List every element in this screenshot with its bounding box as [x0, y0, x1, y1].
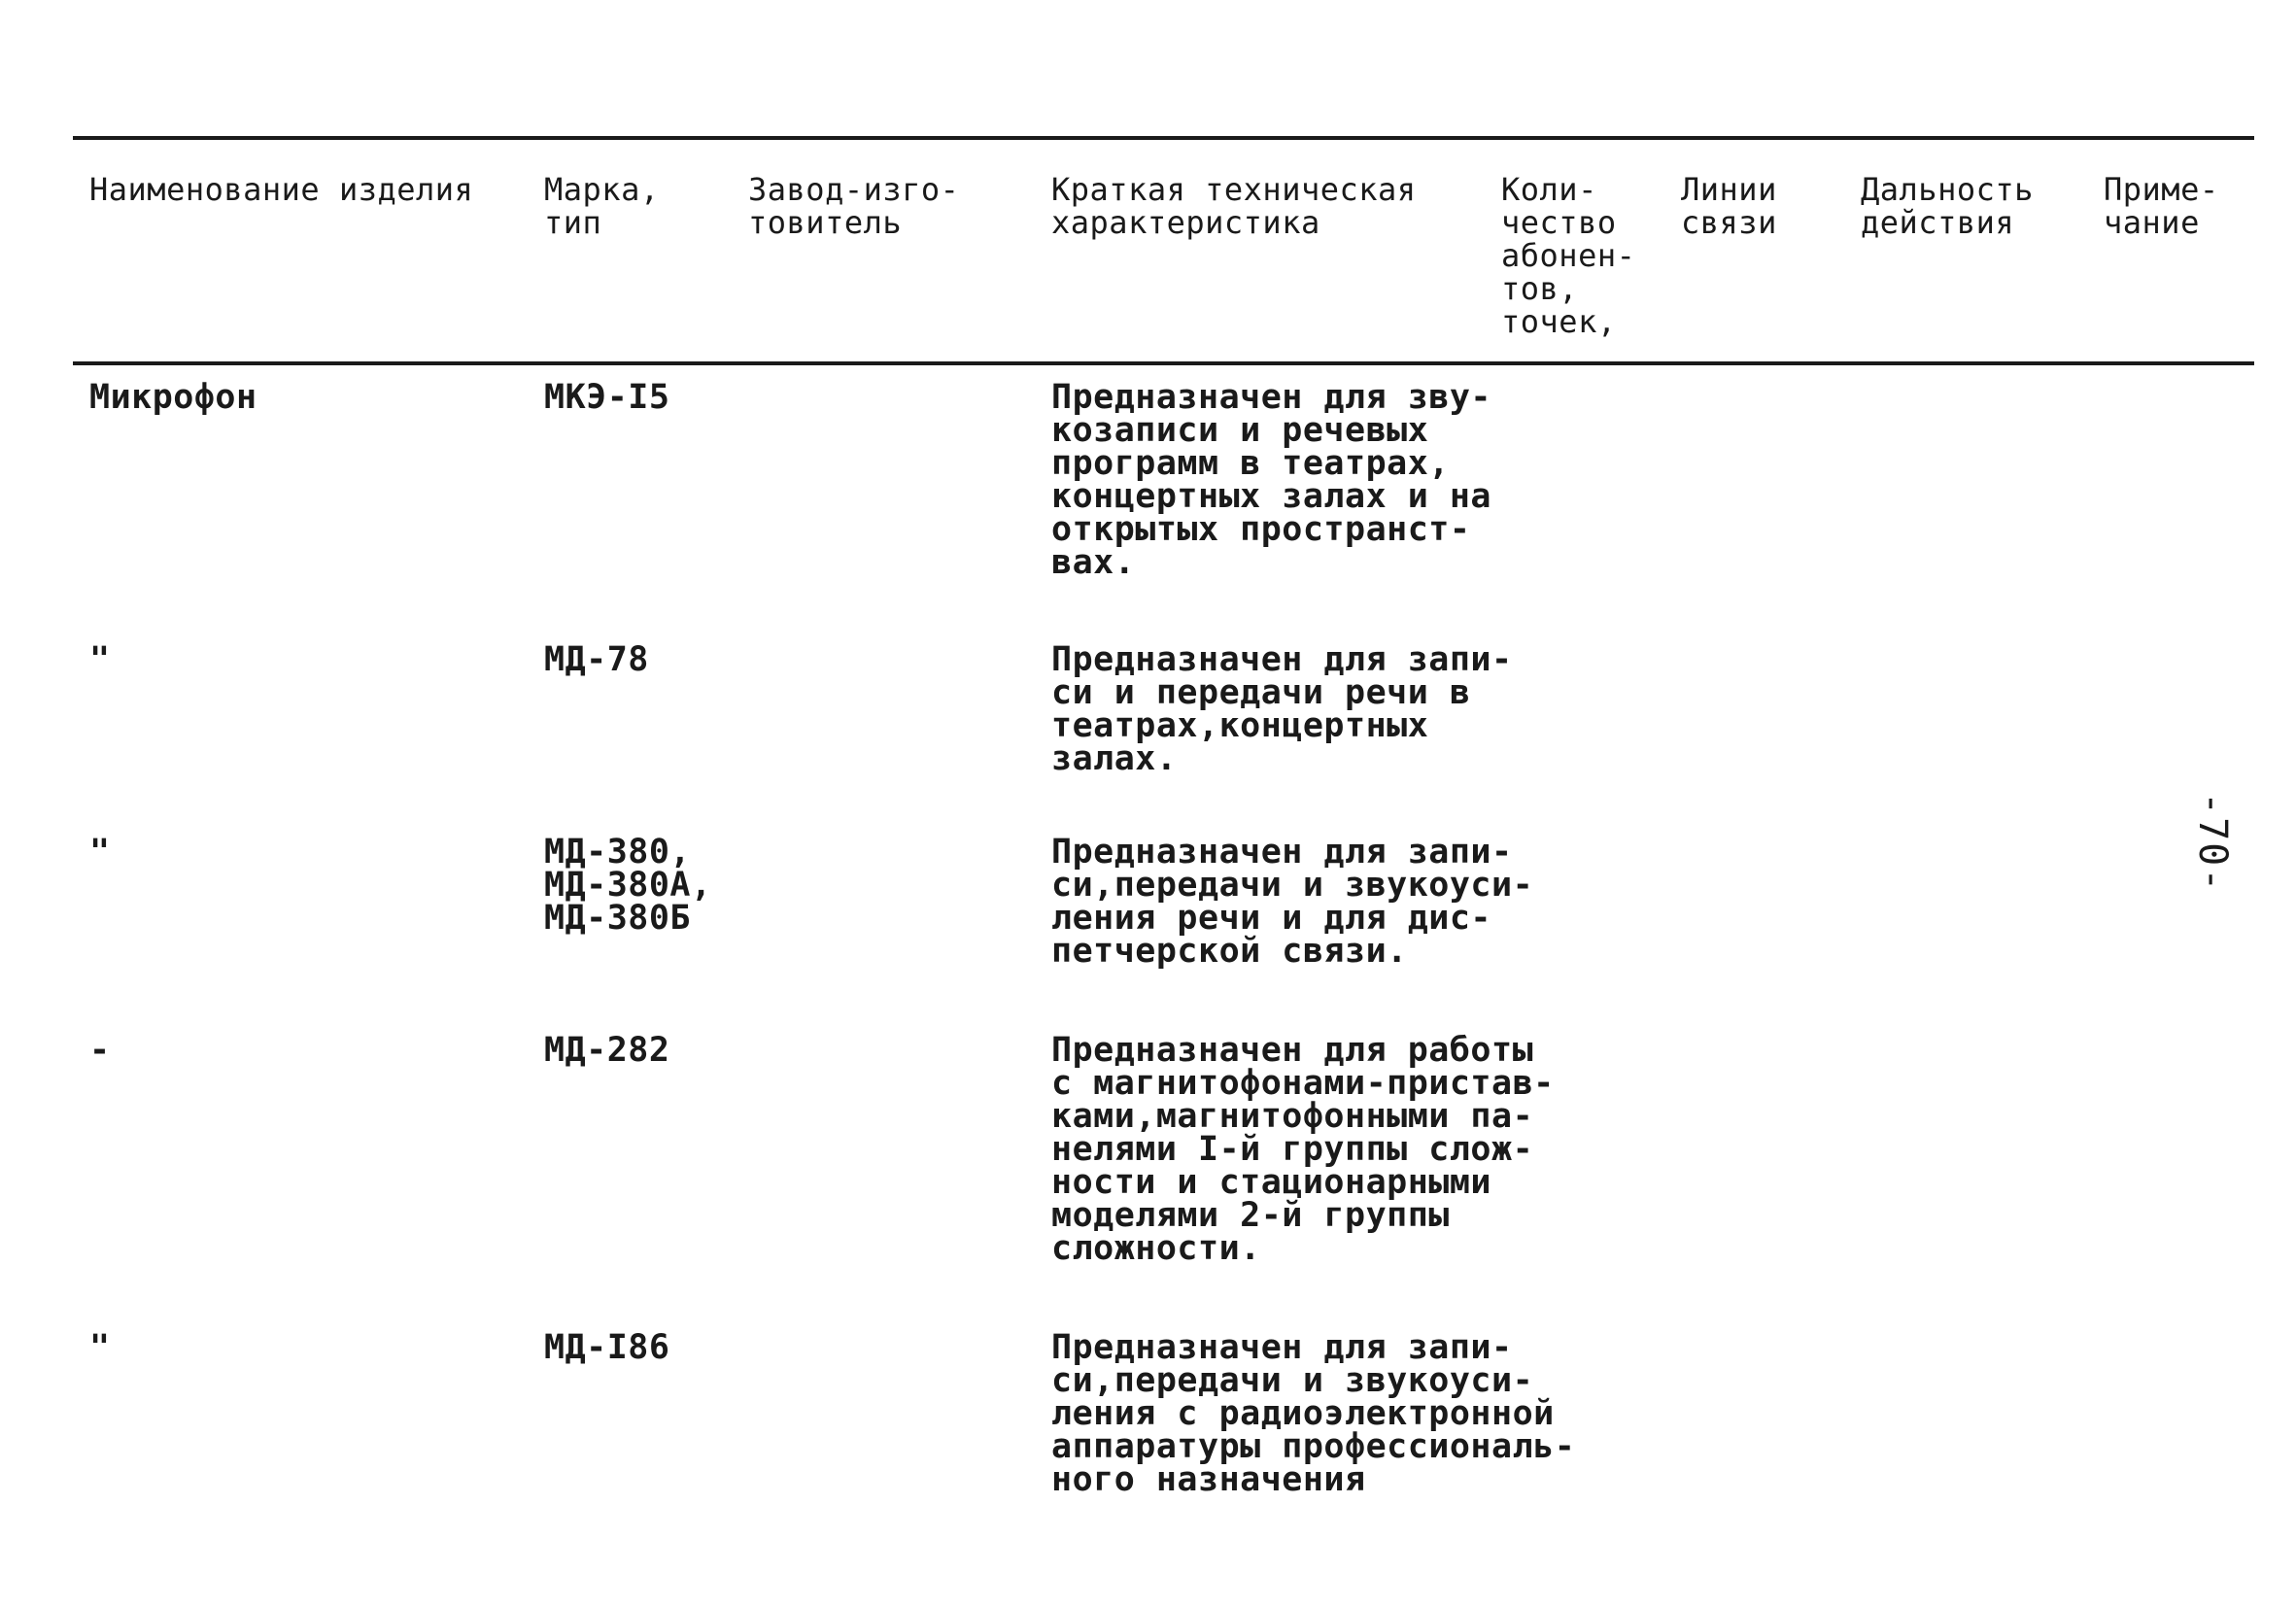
- product-mark: МКЭ-I5: [544, 378, 670, 417]
- product-name: Микрофон: [89, 378, 257, 417]
- product-description: Предназначен для запи- си и передачи речи в театрах,концертных залах.: [1051, 640, 1513, 778]
- product-mark: МД-I86: [544, 1328, 670, 1367]
- product-name: ": [89, 833, 111, 872]
- product-description: Предназначен для запи- си,передачи и звукоуси- ления с радиоэлектронной аппаратуры профессиональ- ного назначения: [1051, 1328, 1576, 1499]
- product-mark: МД-282: [544, 1031, 670, 1070]
- product-description: Предназначен для зву- козаписи и речевых программ в театрах, концертных залах и на открытых пространст- вах.: [1051, 378, 1492, 582]
- product-name: -: [89, 1031, 111, 1070]
- header-subscriber-count: Коли- чество абонен- тов, точек,: [1501, 171, 1636, 340]
- page-number: -70-: [2190, 792, 2235, 894]
- header-operating-range: Дальность действия: [1861, 171, 2034, 241]
- product-name: ": [89, 640, 111, 679]
- table-top-rule: [73, 136, 2254, 140]
- product-mark: МД-78: [544, 640, 649, 679]
- header-note: Приме- чание: [2104, 171, 2219, 241]
- product-mark: МД-380, МД-380А, МД-380Б: [544, 833, 712, 938]
- product-description: Предназначен для работы с магнитофонами-пристав- ками,магнитофонными па- нелями I-й группы слож- ности и стационарными моделями 2-й группы сложности.: [1051, 1031, 1555, 1268]
- product-description: Предназначен для запи- си,передачи и звукоуси- ления речи и для дис- петчерской связи.: [1051, 833, 1534, 971]
- header-product-name: Наименование изделия: [89, 171, 474, 208]
- header-manufacturer: Завод-изго- товитель: [748, 171, 960, 241]
- header-brief-characteristics: Краткая техническая характеристика: [1051, 171, 1417, 241]
- header-communication-lines: Линии связи: [1681, 171, 1777, 241]
- table-header-rule: [73, 361, 2254, 365]
- header-mark-type: Марка, тип: [544, 171, 660, 241]
- product-name: ": [89, 1328, 111, 1367]
